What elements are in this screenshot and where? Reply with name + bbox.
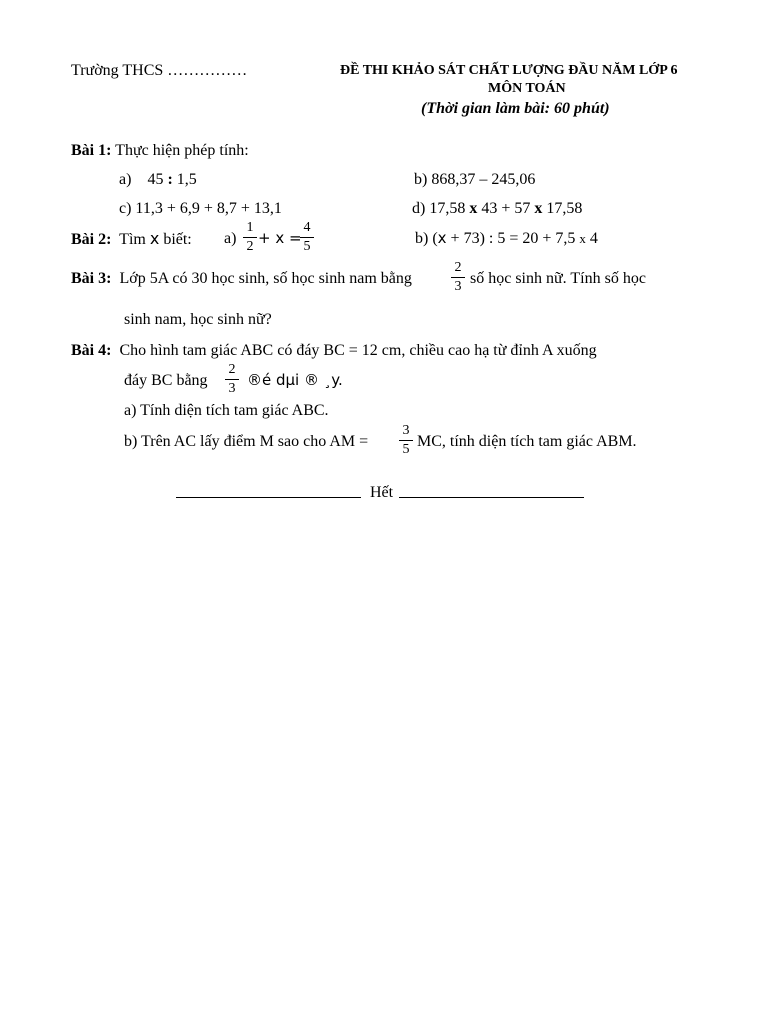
bai3-text-1: Lớp 5A có 30 học sinh, số học sinh nam bằng: [119, 270, 412, 287]
bai1-a-right: 1,5: [176, 171, 197, 188]
bai3-fraction: [451, 261, 465, 294]
bai4-a: a) Tính diện tích tam giác ABC.: [124, 402, 329, 419]
bai4-b-pre: b) Trên AC lấy điểm M sao cho AM =: [124, 433, 369, 450]
bai3-label: Bài 3:: [71, 270, 112, 287]
bai4-text-2: đáy BC bằng: [124, 372, 208, 389]
bai2-tim: Tìm: [119, 231, 146, 248]
bai2-b-pre: b) (: [415, 230, 438, 247]
fraction-denominator: 3: [454, 279, 462, 294]
bai4-text-1: Cho hình tam giác ABC có đáy BC = 12 cm, chiều cao hạ từ đỉnh A xuống: [119, 342, 597, 359]
fraction-numerator: 1: [246, 220, 254, 235]
fraction-denominator: 3: [228, 381, 236, 396]
fraction-denominator: 5: [402, 442, 410, 457]
fraction-numerator: 2: [454, 260, 462, 275]
fraction-denominator: 2: [246, 239, 254, 254]
bai2-b-mid: + 73) : 5 = 20 + 7,5: [450, 230, 576, 247]
bai2-variable-x: x: [149, 229, 160, 248]
bai2-plus-x-equals: + x =: [258, 229, 302, 247]
bai1-d-times-2: x: [534, 200, 543, 217]
bai2-line: [71, 231, 192, 248]
bai1-label: Bài 1:: [71, 142, 112, 159]
bai4-label: Bài 4:: [71, 342, 112, 359]
bai1-d-post: 17,58: [546, 200, 583, 217]
fraction-denominator: 5: [303, 239, 311, 254]
bai2-a-label: a): [224, 230, 237, 247]
bai4-fraction-1: [225, 363, 239, 396]
end-marker: Hết: [370, 484, 394, 501]
bai2-fraction-1: [243, 221, 257, 254]
bai2-fraction-2: [300, 221, 314, 254]
bai1-d-mid: 43 + 57: [481, 200, 531, 217]
school-name: Trường THCS ……………: [71, 62, 248, 79]
bai1-d-times-1: x: [469, 200, 478, 217]
bai2-b-post: 4: [589, 230, 598, 247]
bai2-label: Bài 2:: [71, 231, 112, 248]
bai1-a-op: :: [167, 171, 173, 188]
fraction-numerator: 3: [402, 423, 410, 438]
exam-subject: MÔN TOÁN: [488, 81, 566, 96]
exam-time: (Thời gian làm bài: 60 phút): [421, 100, 610, 117]
bai1-a-label: a): [119, 171, 132, 188]
fraction-numerator: 4: [303, 220, 311, 235]
fraction-bar: [451, 277, 465, 278]
bai2-b-times: x: [579, 231, 586, 246]
bai4-b-post: MC, tính diện tích tam giác ABM.: [417, 433, 637, 450]
bai3-text-2: số học sinh nữ. Tính số học: [470, 270, 646, 287]
bai1-text: Thực hiện phép tính:: [115, 142, 249, 159]
bai4-line-1: [71, 343, 597, 359]
bai1-line: [71, 143, 249, 159]
bai1-c: c) 11,3 + 6,9 + 8,7 + 13,1: [119, 200, 282, 217]
bai2-b: [415, 231, 598, 247]
bai1-a: [119, 172, 197, 188]
end-rule-right: [399, 497, 584, 498]
fraction-bar: [225, 379, 239, 380]
fraction-bar: [243, 237, 257, 238]
bai1-b: b) 868,37 – 245,06: [414, 171, 536, 188]
fraction-bar: [399, 440, 413, 441]
exam-title: ĐỀ THI KHẢO SÁT CHẤT LƯỢNG ĐẦU NĂM LỚP 6: [340, 63, 678, 78]
bai1-a-left: 45: [147, 171, 164, 188]
fraction-numerator: 2: [228, 362, 236, 377]
bai4-fraction-2: [399, 424, 413, 457]
end-rule-left: [176, 497, 361, 498]
bai3-text-3: sinh nam, học sinh nữ?: [124, 311, 272, 328]
bai3-line-1: [71, 271, 412, 287]
bai2-biet: biết:: [163, 231, 192, 248]
bai1-d: [412, 201, 582, 217]
bai4-text-2-tail: ®é dµi ® ¸y.: [247, 371, 343, 389]
bai2-b-variable-x: x: [437, 229, 447, 247]
fraction-bar: [300, 237, 314, 238]
bai1-d-pre: d) 17,58: [412, 200, 466, 217]
